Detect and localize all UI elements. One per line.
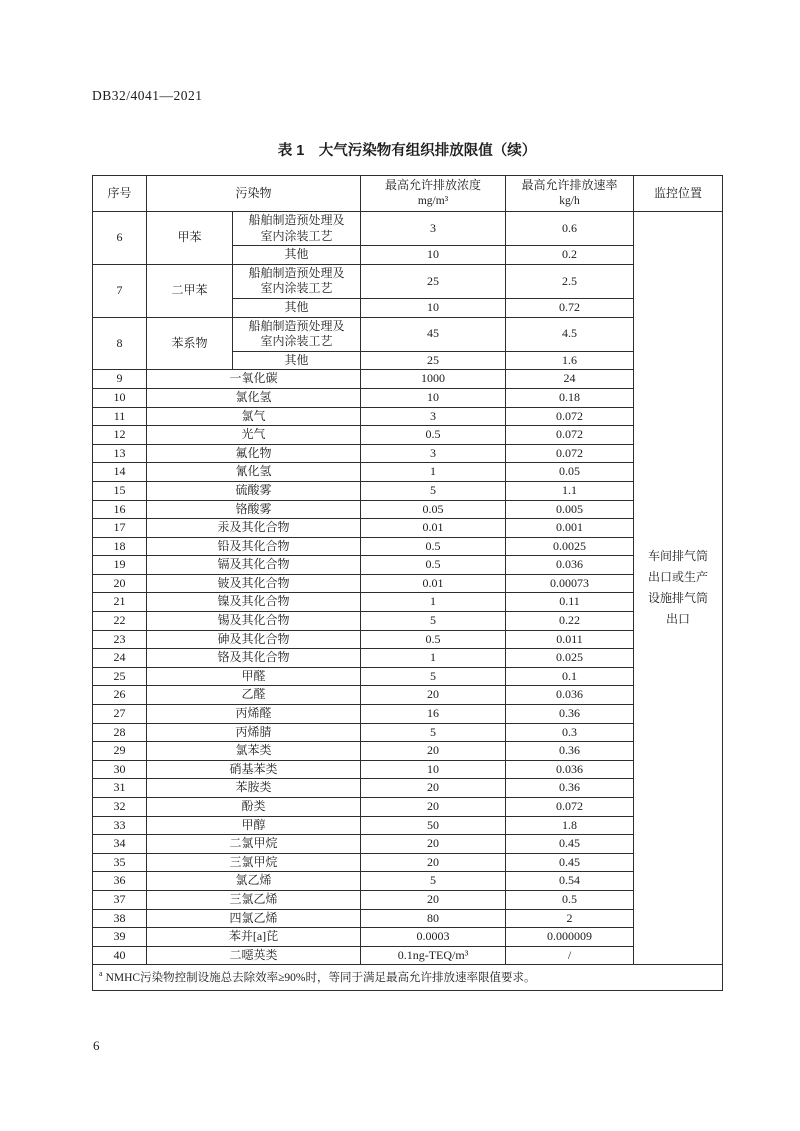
rate-cell: 0.00073	[506, 574, 634, 593]
rate-cell: 0.3	[506, 723, 634, 742]
concentration-cell: 0.05	[361, 500, 506, 519]
row-no-cell: 6	[93, 212, 147, 265]
concentration-cell: 5	[361, 723, 506, 742]
table-row	[93, 212, 723, 246]
rate-cell: 0.36	[506, 742, 634, 761]
table-row	[93, 463, 723, 482]
rate-cell: 1.1	[506, 481, 634, 500]
rate-cell: 0.036	[506, 686, 634, 705]
rate-cell: 0.1	[506, 667, 634, 686]
rate-cell: 0.025	[506, 649, 634, 668]
standard-number: DB32/4041—2021	[92, 88, 203, 103]
rate-cell: 0.6	[506, 212, 634, 246]
rate-cell: 0.072	[506, 444, 634, 463]
rate-cell: 0.36	[506, 705, 634, 724]
footnote-text: NMHC污染物控制设施总去除效率≥90%时，等同于满足最高允许排放速率限值要求。	[105, 972, 536, 985]
pollutant-name-cell: 甲苯	[147, 212, 233, 265]
process-cell: 其他	[233, 246, 361, 265]
rate-cell: 0.072	[506, 798, 634, 817]
rate-cell: /	[506, 946, 634, 965]
concentration-cell: 5	[361, 612, 506, 631]
concentration-cell: 10	[361, 298, 506, 317]
header-concentration-label: 最高允许排放浓度	[385, 178, 482, 193]
row-no-cell: 38	[93, 909, 147, 928]
table-row	[93, 537, 723, 556]
table-footnote-row	[93, 965, 723, 991]
row-no-cell: 30	[93, 760, 147, 779]
concentration-cell: 20	[361, 853, 506, 872]
concentration-cell: 10	[361, 760, 506, 779]
table-header-row	[93, 176, 723, 212]
table-row	[93, 556, 723, 575]
table-row	[93, 798, 723, 817]
row-no-cell: 39	[93, 928, 147, 947]
concentration-cell: 5	[361, 667, 506, 686]
table-row	[93, 909, 723, 928]
row-no-cell: 11	[93, 407, 147, 426]
pollutant-name-cell: 丙烯醛	[147, 705, 361, 724]
row-no-cell: 25	[93, 667, 147, 686]
row-no-cell: 19	[93, 556, 147, 575]
table-row	[93, 779, 723, 798]
row-no-cell: 40	[93, 946, 147, 965]
row-no-cell: 15	[93, 481, 147, 500]
pollutant-name-cell: 氰化氢	[147, 463, 361, 482]
concentration-cell: 16	[361, 705, 506, 724]
rate-cell: 0.45	[506, 853, 634, 872]
table-row	[93, 723, 723, 742]
row-no-cell: 34	[93, 835, 147, 854]
table-row	[93, 593, 723, 612]
table-row	[93, 853, 723, 872]
concentration-cell: 1000	[361, 370, 506, 389]
row-no-cell: 8	[93, 317, 147, 370]
table-row	[93, 370, 723, 389]
rate-cell: 2.5	[506, 264, 634, 298]
row-no-cell: 14	[93, 463, 147, 482]
pollutant-name-cell: 锡及其化合物	[147, 612, 361, 631]
pollutant-name-cell: 甲醛	[147, 667, 361, 686]
concentration-cell: 10	[361, 388, 506, 407]
table-row	[93, 388, 723, 407]
table-container	[92, 175, 722, 991]
row-no-cell: 13	[93, 444, 147, 463]
pollutant-name-cell: 镍及其化合物	[147, 593, 361, 612]
table-row	[93, 630, 723, 649]
row-no-cell: 10	[93, 388, 147, 407]
rate-cell: 1.6	[506, 351, 634, 370]
pollutant-name-cell: 光气	[147, 426, 361, 445]
rate-cell: 0.36	[506, 779, 634, 798]
header-pollutant: 污染物	[147, 176, 361, 212]
concentration-cell: 1	[361, 593, 506, 612]
concentration-cell: 0.01	[361, 574, 506, 593]
rate-cell: 0.072	[506, 407, 634, 426]
row-no-cell: 28	[93, 723, 147, 742]
table-row	[93, 667, 723, 686]
pollutant-name-cell: 三氯甲烷	[147, 853, 361, 872]
table-row	[93, 612, 723, 631]
pollutant-name-cell: 二噁英类	[147, 946, 361, 965]
table-row	[93, 317, 723, 351]
rate-cell: 0.0025	[506, 537, 634, 556]
pollutant-name-cell: 三氯乙烯	[147, 890, 361, 909]
concentration-cell: 20	[361, 890, 506, 909]
table-row	[93, 574, 723, 593]
pollutant-name-cell: 苯系物	[147, 317, 233, 370]
concentration-cell: 1	[361, 463, 506, 482]
row-no-cell: 36	[93, 872, 147, 891]
rate-cell: 0.22	[506, 612, 634, 631]
row-no-cell: 27	[93, 705, 147, 724]
row-no-cell: 16	[93, 500, 147, 519]
table-title: 表 1 大气污染物有组织排放限值（续）	[277, 143, 537, 159]
concentration-cell: 25	[361, 264, 506, 298]
table-row	[93, 705, 723, 724]
concentration-cell: 0.5	[361, 556, 506, 575]
rate-cell: 0.45	[506, 835, 634, 854]
pollutant-name-cell: 氯乙烯	[147, 872, 361, 891]
footnote-marker: a	[99, 969, 103, 979]
row-no-cell: 9	[93, 370, 147, 389]
table-row	[93, 742, 723, 761]
row-no-cell: 18	[93, 537, 147, 556]
row-no-cell: 20	[93, 574, 147, 593]
rate-cell: 0.005	[506, 500, 634, 519]
rate-cell: 0.000009	[506, 928, 634, 947]
concentration-cell: 0.01	[361, 519, 506, 538]
pollutant-name-cell: 铍及其化合物	[147, 574, 361, 593]
rate-cell: 0.001	[506, 519, 634, 538]
rate-cell: 0.18	[506, 388, 634, 407]
header-no: 序号	[93, 176, 147, 212]
page-number: 6	[93, 1038, 100, 1053]
table-row	[93, 519, 723, 538]
concentration-cell: 5	[361, 872, 506, 891]
rate-cell: 1.8	[506, 816, 634, 835]
concentration-cell: 45	[361, 317, 506, 351]
rate-cell: 24	[506, 370, 634, 389]
pollutant-name-cell: 铅及其化合物	[147, 537, 361, 556]
pollutant-name-cell: 氯苯类	[147, 742, 361, 761]
pollutant-name-cell: 苯胺类	[147, 779, 361, 798]
header-rate-unit: kg/h	[559, 194, 580, 207]
concentration-cell: 10	[361, 246, 506, 265]
pollutant-name-cell: 二氯甲烷	[147, 835, 361, 854]
row-no-cell: 33	[93, 816, 147, 835]
pollutant-name-cell: 硝基苯类	[147, 760, 361, 779]
pollutant-name-cell: 砷及其化合物	[147, 630, 361, 649]
process-cell: 其他	[233, 298, 361, 317]
row-no-cell: 22	[93, 612, 147, 631]
concentration-cell: 80	[361, 909, 506, 928]
pollutant-name-cell: 一氧化碳	[147, 370, 361, 389]
concentration-cell: 20	[361, 742, 506, 761]
pollutant-name-cell: 丙烯腈	[147, 723, 361, 742]
pollutant-name-cell: 二甲苯	[147, 264, 233, 317]
rate-cell: 2	[506, 909, 634, 928]
rate-cell: 0.072	[506, 426, 634, 445]
table-row	[93, 890, 723, 909]
header-concentration-unit: mg/m³	[417, 194, 449, 207]
pollutant-name-cell: 氯气	[147, 407, 361, 426]
pollutant-name-cell: 乙醛	[147, 686, 361, 705]
process-cell: 船舶制造预处理及 室内涂装工艺	[233, 212, 361, 246]
table-row	[93, 500, 723, 519]
row-no-cell: 26	[93, 686, 147, 705]
table-footnote	[93, 965, 723, 991]
table-row	[93, 407, 723, 426]
row-no-cell: 32	[93, 798, 147, 817]
row-no-cell: 29	[93, 742, 147, 761]
row-no-cell: 23	[93, 630, 147, 649]
pollutant-name-cell: 汞及其化合物	[147, 519, 361, 538]
table-row	[93, 649, 723, 668]
table-row	[93, 426, 723, 445]
rate-cell: 0.05	[506, 463, 634, 482]
concentration-cell: 20	[361, 686, 506, 705]
table-body	[93, 212, 723, 965]
concentration-cell: 0.5	[361, 537, 506, 556]
pollutant-name-cell: 氯化氢	[147, 388, 361, 407]
concentration-cell: 20	[361, 798, 506, 817]
row-no-cell: 31	[93, 779, 147, 798]
header-monitoring: 监控位置	[634, 176, 723, 212]
pollutant-name-cell: 镉及其化合物	[147, 556, 361, 575]
pollutant-name-cell: 氟化物	[147, 444, 361, 463]
table-row	[93, 760, 723, 779]
rate-cell: 0.036	[506, 556, 634, 575]
concentration-cell: 20	[361, 835, 506, 854]
rate-cell: 0.5	[506, 890, 634, 909]
concentration-cell: 3	[361, 407, 506, 426]
table-row	[93, 872, 723, 891]
row-no-cell: 37	[93, 890, 147, 909]
emission-limits-table	[92, 175, 723, 991]
concentration-cell: 50	[361, 816, 506, 835]
pollutant-name-cell: 铬酸雾	[147, 500, 361, 519]
row-no-cell: 12	[93, 426, 147, 445]
table-row	[93, 928, 723, 947]
rate-cell: 0.036	[506, 760, 634, 779]
concentration-cell: 25	[361, 351, 506, 370]
table-row	[93, 444, 723, 463]
rate-cell: 0.54	[506, 872, 634, 891]
pollutant-name-cell: 铬及其化合物	[147, 649, 361, 668]
table-row	[93, 686, 723, 705]
table-row	[93, 835, 723, 854]
table-row	[93, 481, 723, 500]
concentration-cell: 3	[361, 212, 506, 246]
rate-cell: 0.72	[506, 298, 634, 317]
row-no-cell: 7	[93, 264, 147, 317]
monitoring-position-cell: 车间排气筒 出口或生产 设施排气筒 出口	[634, 212, 723, 965]
concentration-cell: 3	[361, 444, 506, 463]
row-no-cell: 24	[93, 649, 147, 668]
concentration-cell: 0.5	[361, 630, 506, 649]
concentration-cell: 0.5	[361, 426, 506, 445]
concentration-cell: 20	[361, 779, 506, 798]
concentration-cell: 5	[361, 481, 506, 500]
pollutant-name-cell: 酚类	[147, 798, 361, 817]
process-cell: 其他	[233, 351, 361, 370]
table-row	[93, 264, 723, 298]
row-no-cell: 21	[93, 593, 147, 612]
concentration-cell: 0.0003	[361, 928, 506, 947]
concentration-cell: 0.1ng-TEQ/m³	[361, 946, 506, 965]
row-no-cell: 35	[93, 853, 147, 872]
pollutant-name-cell: 苯并[a]芘	[147, 928, 361, 947]
pollutant-name-cell: 四氯乙烯	[147, 909, 361, 928]
table-row	[93, 946, 723, 965]
rate-cell: 0.2	[506, 246, 634, 265]
rate-cell: 0.11	[506, 593, 634, 612]
concentration-cell: 1	[361, 649, 506, 668]
header-concentration	[361, 176, 506, 212]
header-rate-label: 最高允许排放速率	[521, 178, 618, 193]
pollutant-name-cell: 硫酸雾	[147, 481, 361, 500]
process-cell: 船舶制造预处理及 室内涂装工艺	[233, 317, 361, 351]
row-no-cell: 17	[93, 519, 147, 538]
rate-cell: 4.5	[506, 317, 634, 351]
pollutant-name-cell: 甲醇	[147, 816, 361, 835]
table-row	[93, 816, 723, 835]
process-cell: 船舶制造预处理及 室内涂装工艺	[233, 264, 361, 298]
header-rate	[506, 176, 634, 212]
rate-cell: 0.011	[506, 630, 634, 649]
